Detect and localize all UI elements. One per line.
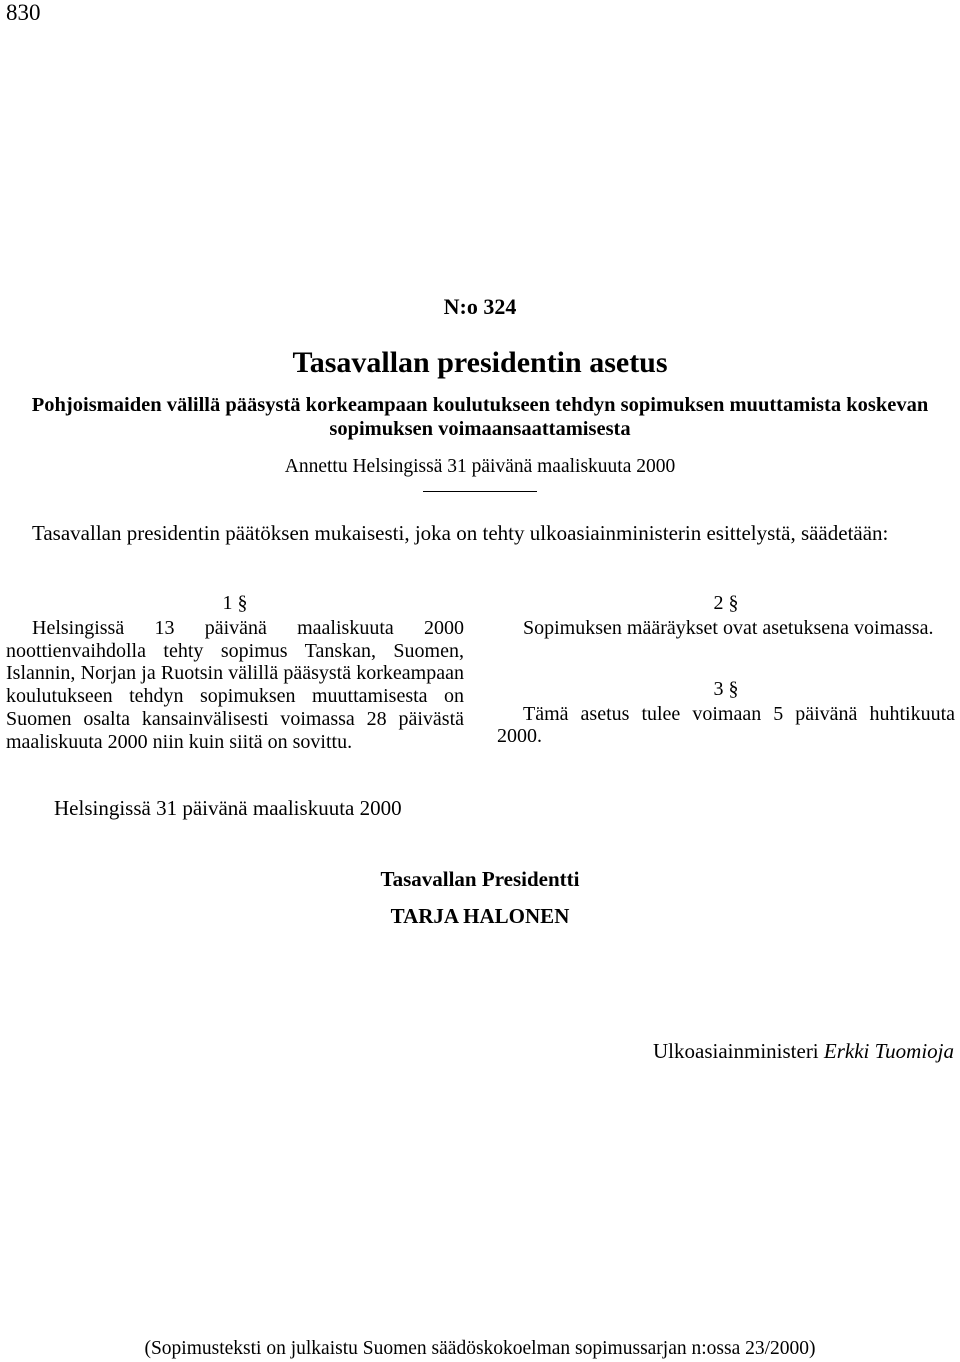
document-subtitle: Pohjoismaiden välillä pääsystä korkeampaan koulutukseen tehdyn sopimuksen muuttamista koskevan sopimuksen voimaansaattamisesta: [31, 394, 929, 440]
left-column: [6, 590, 464, 753]
minister-line: [0, 1038, 954, 1064]
signature-place-date: Helsingissä 31 päivänä maaliskuuta 2000: [54, 796, 402, 820]
section-2-text: Sopimuksen määräykset ovat asetuksena voimassa.: [523, 617, 934, 639]
section-1-number: 1: [222, 592, 233, 614]
section-2-number: 2: [713, 592, 724, 614]
issued-date-line: Annettu Helsingissä 31 päivänä maaliskuuta 2000: [284, 456, 676, 477]
signatory-name: TARJA HALONEN: [390, 904, 570, 928]
section-3-sign: §: [728, 677, 739, 700]
footnote: (Sopimusteksti on julkaistu Suomen säädöskokoelman sopimussarjan n:ossa 23/2000): [144, 1338, 816, 1359]
section-spacer: [497, 640, 955, 676]
document-number: N:o 324: [443, 294, 517, 319]
section-1-heading: [6, 590, 464, 617]
section-2-heading: [497, 590, 955, 617]
preamble: Tasavallan presidentin päätöksen mukaisesti, joka on tehty ulkoasiainministerin esittelystä, säädetään:: [32, 521, 889, 545]
right-column: [497, 590, 955, 748]
section-3-text: Tämä asetus tulee voimaan 5 päivänä huhtikuuta 2000.: [497, 702, 955, 748]
document-title: Tasavallan presidentin asetus: [292, 346, 668, 379]
section-2-sign: §: [728, 592, 739, 614]
section-1-text: Helsingissä 13 päivänä maaliskuuta 2000 noottienvaihdolla tehty sopimus Tanskan, Suomen, Islannin, Norjan ja Ruotsin välillä pääsystä korkeampaan koulutukseen tehdyn sopimuksen muuttamisesta on Suomen osalta kansainvälisesti voimassa 28 päivästä maaliskuuta 2000 niin kuin siitä on sovittu.: [6, 617, 464, 753]
header-divider: [423, 491, 537, 492]
signatory-title: Tasavallan Presidentti: [380, 867, 580, 891]
section-3-number: 3: [713, 677, 724, 700]
section-1-sign: §: [237, 592, 248, 614]
section-3-heading: [497, 676, 955, 703]
page-number: 830: [6, 0, 41, 25]
minister-name: Erkki Tuomioja: [823, 1039, 954, 1063]
minister-role: Ulkoasiainministeri: [653, 1039, 819, 1063]
